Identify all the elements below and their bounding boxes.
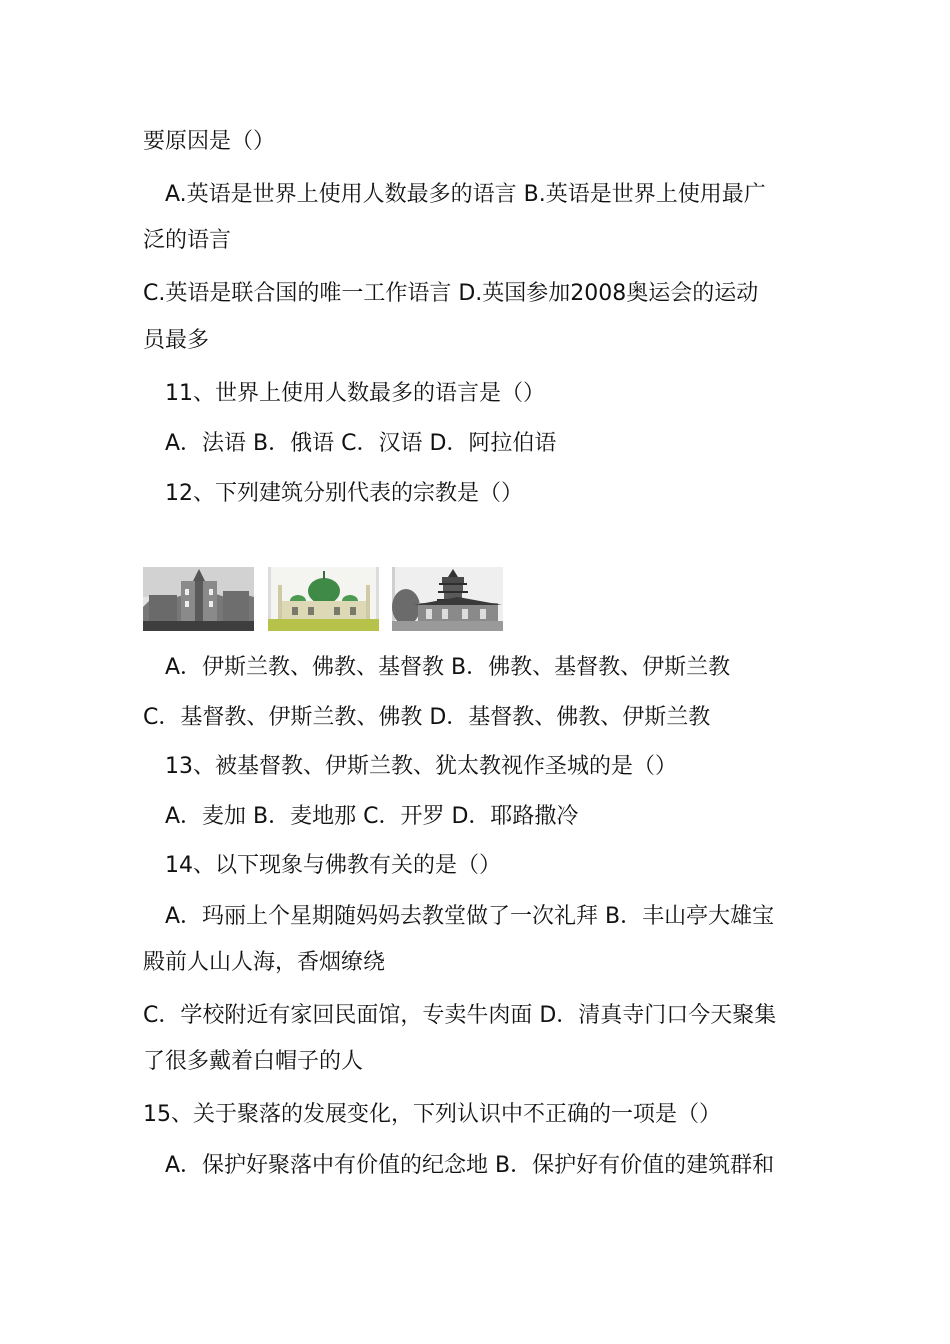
question-12-stem: 12、下列建筑分别代表的宗教是（） [165,481,523,506]
question-15-options-ab: A．保护好聚落中有价值的纪念地 B．保护好有价值的建筑群和 [165,1153,775,1178]
question-10-options-cd: C.英语是联合国的唯一工作语言 D.英国参加2008奥运会的运动 [143,281,759,306]
question-14-option-d-tail: 了很多戴着白帽子的人 [143,1049,364,1074]
question-10-option-b-tail: 泛的语言 [143,228,232,253]
question-11-stem: 11、世界上使用人数最多的语言是（） [165,381,545,406]
question-12-options-ab: A．伊斯兰教、佛教、基督教 B．佛教、基督教、伊斯兰教 [165,655,731,680]
question-10-options-ab: A.英语是世界上使用人数最多的语言 B.英语是世界上使用最广 [165,182,766,207]
mosque-photo [268,567,379,631]
church-photo [143,567,254,631]
pagoda-photo [392,567,503,631]
question-13-options: A．麦加 B．麦地那 C．开罗 D．耶路撒冷 [165,804,579,829]
question-14-options-cd: C．学校附近有家回民面馆，专卖牛肉面 D．清真寺门口今天聚集 [143,1003,777,1028]
question-13-stem: 13、被基督教、伊斯兰教、犹太教视作圣城的是（） [165,754,677,779]
question-14-options-ab: A．玛丽上个星期随妈妈去教堂做了一次礼拜 B．丰山亭大雄宝 [165,904,775,929]
question-15-stem: 15、关于聚落的发展变化，下列认识中不正确的一项是（） [143,1102,721,1127]
question-12-options-cd: C．基督教、伊斯兰教、佛教 D．基督教、佛教、伊斯兰教 [143,705,711,730]
question-14-option-b-tail: 殿前人山人海，香烟缭绕 [143,950,386,975]
question-11-options: A．法语 B．俄语 C．汉语 D．阿拉伯语 [165,431,557,456]
question-10-option-d-tail: 员最多 [143,328,210,353]
question-14-stem: 14、以下现象与佛教有关的是（） [165,853,501,878]
question-10-stem-tail: 要原因是（） [143,129,276,154]
